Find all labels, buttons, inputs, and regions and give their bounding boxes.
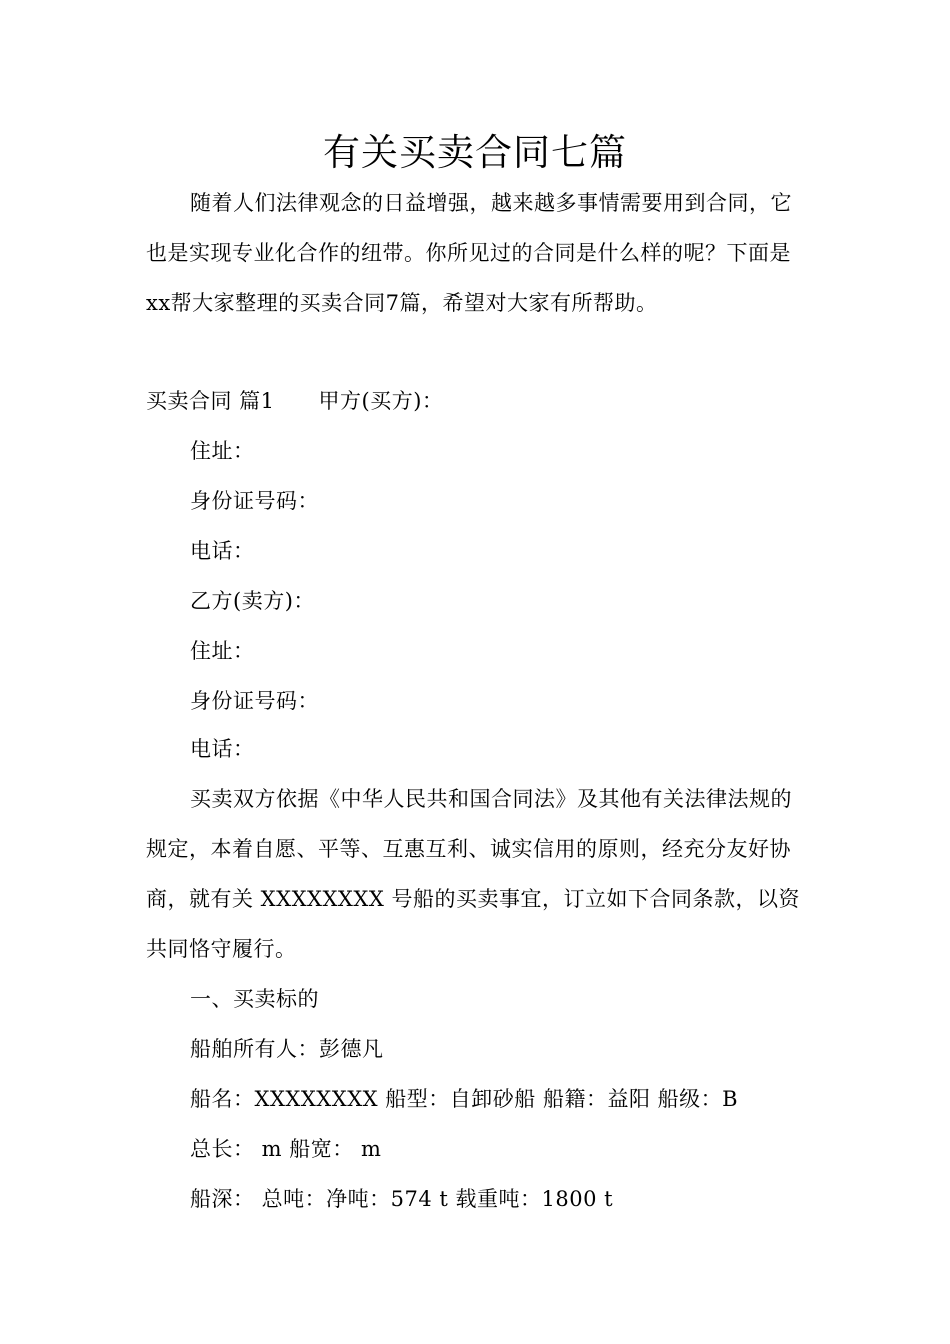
- ship-tonnage-line: 船深： 总吨：净吨：574 t 载重吨：1800 t: [190, 1187, 614, 1211]
- ship-owner-line: 船舶所有人：彭德凡: [190, 1037, 384, 1061]
- section-heading-row: [146, 376, 443, 426]
- party-a-phone: 电话：: [190, 539, 255, 563]
- intro-paragraph: 随着人们法律观念的日益增强，越来越多事情需要用到合同，它也是实现专业化合作的纽带。你所见过的合同是什么样的呢？下面是xx帮大家整理的买卖合同7篇，希望对大家有所帮助。: [146, 191, 792, 315]
- party-a-label: 甲方(买方)：: [318, 389, 444, 413]
- clause-one-heading: 一、买卖标的: [190, 987, 319, 1011]
- party-b-label: 乙方(卖方)：: [190, 589, 315, 613]
- preamble-paragraph: 买卖双方依据《中华人民共和国合同法》及其他有关法律法规的规定，本着自愿、平等、互惠互利、诚实信用的原则，经充分友好协商，就有关 XXXXXXXX 号船的买卖事宜，订立如下合同条款，以资共同恪守履行。: [146, 787, 800, 961]
- section-heading: 买卖合同 篇1: [146, 389, 275, 413]
- document-title: 有关买卖合同七篇: [323, 131, 627, 174]
- ship-name-type-line: 船名：XXXXXXXX 船型：自卸砂船 船籍：益阳 船级：B: [190, 1087, 739, 1111]
- party-a-address: 住址：: [190, 439, 255, 463]
- ship-dimensions-line: 总长： m 船宽： m: [190, 1137, 382, 1161]
- party-b-address: 住址：: [190, 639, 255, 663]
- party-b-id: 身份证号码：: [190, 689, 319, 713]
- party-a-id: 身份证号码：: [190, 489, 319, 513]
- party-b-phone: 电话：: [190, 737, 255, 761]
